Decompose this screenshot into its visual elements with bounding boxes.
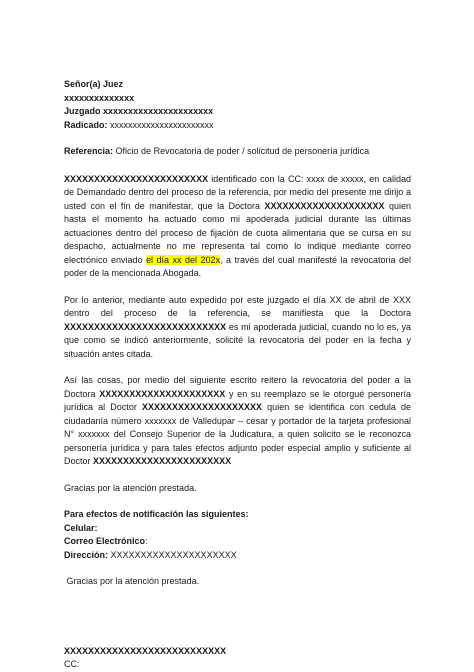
notification-heading: Para efectos de notificación las siguientes: [64, 509, 249, 519]
juzgado-label: Juzgado [64, 106, 101, 116]
signature-block [64, 645, 411, 672]
juzgado-value: xxxxxxxxxxxxxxxxxxxxxx [103, 106, 214, 116]
direccion-line [64, 549, 411, 563]
paragraph-2 [64, 294, 411, 362]
reference-line [64, 145, 411, 159]
letter-body [64, 78, 411, 672]
juzgado-line [64, 105, 411, 119]
thanks-line-2: Gracias por la atención prestada. [64, 576, 200, 586]
notification-block [64, 508, 411, 562]
signature-name: XXXXXXXXXXXXXXXXXXXXXXXXXXX [64, 645, 227, 656]
p3-name2: XXXXXXXXXXXXXXXXXXXX [141, 402, 263, 412]
direccion-label: Dirección: [64, 549, 109, 560]
correo-label: Correo Electrónico [64, 536, 146, 546]
p3-text-a: Así las cosas, por medio del siguiente escrito reitero la revocatoria del poder a la Doctora [64, 375, 411, 399]
correo-colon: : [145, 536, 148, 546]
p1-text-b: quien hasta el momento ha actuado como mi apoderada judicial durante las últimas actuaciones dentro del proceso de fijación de cuota alimentaria que se cursa en su despacho, actualmente no me representa tal como lo indiqué mediante correo electrónico enviado [64, 200, 411, 265]
celular-label: Celular: [64, 522, 98, 533]
p1-name: XXXXXXXXXXXXXXXXXXXXXXXX [64, 173, 209, 184]
p2-text-a: Por lo anterior, mediante auto expedido por este juzgado el día XX de abril de XXX dentro del proceso de la referencia, se manifiesta que la Doctora [64, 294, 411, 318]
p1-text-c: , a través del cual manifesté la revocatoria del poder de la mencionada Abogada. [64, 254, 412, 278]
p3-text-b: y en su reemplazo se le otorgué personería jurídica al Doctor [64, 388, 411, 412]
p1-name2: XXXXXXXXXXXXXXXXXXXX [264, 200, 385, 211]
radicado-line [64, 119, 411, 133]
reference-value: Oficio de Revocatoria de poder / solicitud de personería jurídica [115, 146, 370, 156]
addressee-block [64, 78, 411, 132]
p2-name: XXXXXXXXXXXXXXXXXXXXXXXXXXX [64, 321, 227, 332]
placeholder-line: xxxxxxxxxxxxxx [64, 92, 135, 103]
p3-text-c: quien se identifica con cedula de ciudadanía número xxxxxxx de Valledupar – cesar y portador de la tarjeta profesional N° xxxxxxx del Consejo Superior de la Judicatura, a quien solicito se le reconozca personería jurídica y para tales efectos adjunto poder especial amplio y suficiente al Doctor [64, 402, 411, 466]
p1-highlight: el día xx del 202x [146, 254, 221, 265]
salutation: Señor(a) Juez [64, 79, 124, 89]
thanks-line-1: Gracias por la atención prestada. [64, 482, 197, 493]
reference-label: Referencia: [64, 146, 114, 156]
paragraph-3 [64, 374, 411, 469]
paragraph-1 [64, 173, 411, 281]
radicado-label: Radicado: [64, 119, 108, 130]
signature-cc: CC: [64, 659, 80, 669]
p1-text-a: identificado con la CC: xxxx de xxxxx, en calidad de Demandado dentro del proceso de la referencia, por medio del presente me dirijo a usted con el fin de manifestar, que la Doctora [64, 173, 411, 211]
radicado-value: xxxxxxxxxxxxxxxxxxxxxxx [110, 119, 214, 130]
correo-line [64, 535, 411, 549]
p2-text-b: es mi apoderada judicial, cuando no lo es, ya que como se indicó anteriormente, solicité la revocatoria del poder en la fecha y situación antes citada. [64, 321, 411, 359]
p3-name3: XXXXXXXXXXXXXXXXXXXXXXX [93, 456, 232, 466]
direccion-value: XXXXXXXXXXXXXXXXXXXXX [108, 549, 237, 560]
p3-name1: XXXXXXXXXXXXXXXXXXXXX [99, 388, 226, 399]
